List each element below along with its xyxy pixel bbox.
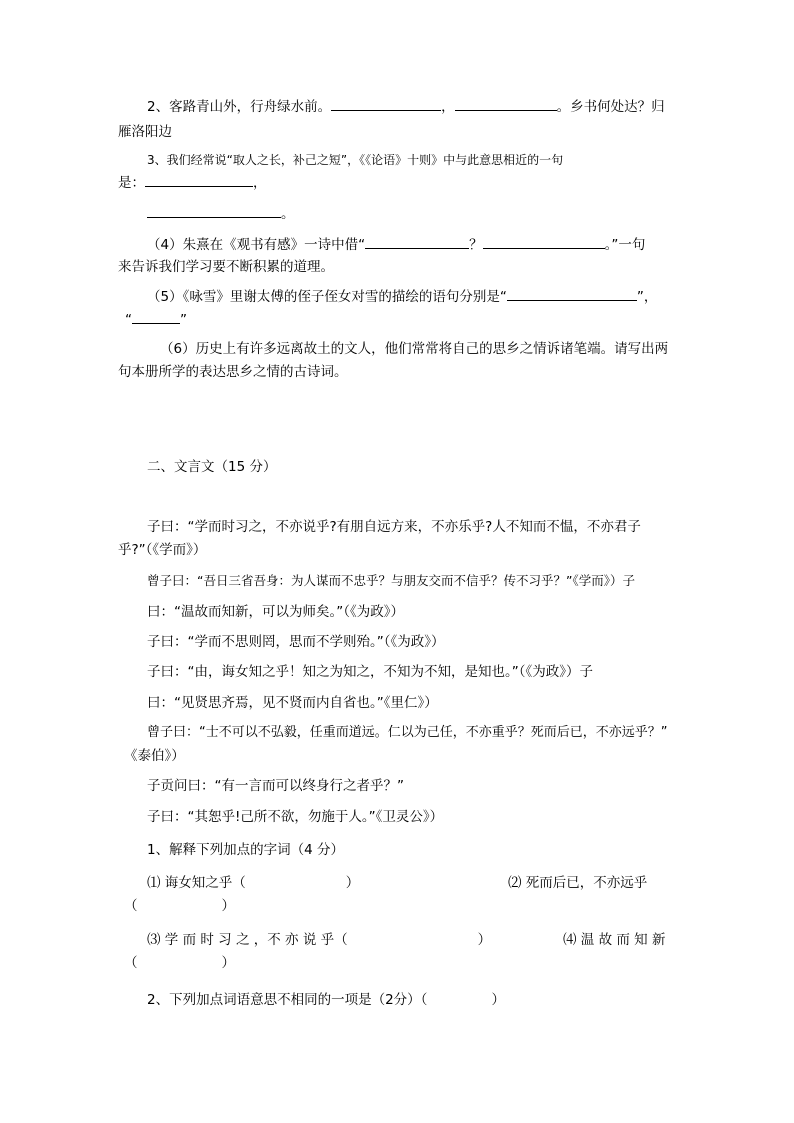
q5-text-d: ” [180, 312, 187, 328]
q5-text-a: （5）《咏雪》里谢太傅的侄子侄女对雪的描绘的语句分别是“ [147, 289, 507, 305]
s2-q1-item-2 [508, 875, 647, 891]
q2-blank-2[interactable] [455, 98, 557, 111]
passage-line [118, 542, 206, 558]
q3-text-a: 3、我们经常说“取人之长，补己之短”，《《论语》十则》中与此意思相近的一句 [147, 153, 564, 167]
q2-line-2 [118, 124, 172, 140]
section-heading-text: 二、文言文（15 分） [147, 459, 277, 475]
q4-line-1 [147, 236, 645, 253]
s2-q1-item-4-paren [124, 955, 235, 971]
s2-q1-item-4-text: ⑷ 温 故 而 知 新 [563, 932, 666, 948]
passage-line [147, 725, 667, 741]
q6-line-1 [160, 341, 668, 357]
s2-q1-item-1-text: ⑴ 诲女知之乎（ [147, 875, 246, 891]
q4-text-d: 来告诉我们学习要不断积累的道理。 [118, 259, 334, 275]
q2-line-1 [147, 98, 665, 115]
passage-text: 曾子曰：“吾日三省吾身：为人谋而不忠乎？与朋友交而不信乎？传不习乎？”《学而》）子 [147, 573, 635, 588]
passage-line [147, 778, 404, 794]
q6-text-b: 句本册所学的表达思乡之情的古诗词。 [118, 364, 348, 380]
s2-q1-item-4 [563, 932, 665, 948]
passage-text: 子贡问曰：“有一言而可以终身行之者乎？” [147, 778, 404, 794]
passage-line [124, 748, 185, 764]
passage-text: 子曰：“学而时习之，不亦说乎?有朋自远方来，不亦乐乎?人不知而不愠，不亦君子 [147, 519, 641, 535]
passage-text: 《泰伯》） [124, 748, 185, 764]
passage-line [147, 809, 443, 825]
q5-blank-2[interactable] [132, 311, 180, 324]
q3-line-2 [118, 174, 267, 191]
passage-text: 子曰：“其恕乎!己所不欲，勿施于人。”《卫灵公》） [147, 809, 444, 825]
paren-close: ） [221, 955, 235, 971]
paren-close: ） [345, 875, 360, 891]
q4-line-2 [118, 259, 334, 275]
passage-line [147, 695, 438, 711]
q4-text-a: （4）朱熹在《观书有感》一诗中借“ [147, 237, 366, 253]
section-heading [147, 459, 276, 475]
q5-blank-1[interactable] [507, 288, 637, 301]
passage-text: 曰：“见贤思齐焉，见不贤而内自省也。”《里仁》） [147, 695, 438, 711]
q2-blank-1[interactable] [331, 98, 441, 111]
s2-q1-item-3-text: ⑶ 学 而 时 习 之 ，不 亦 说 乎（ [147, 932, 348, 948]
q3-text-b: 是： [118, 175, 145, 191]
q3-text-d: 。 [281, 206, 295, 222]
q6-line-2 [118, 364, 348, 380]
q4-blank-2[interactable] [483, 236, 605, 249]
paren-close: ） [221, 898, 235, 914]
passage-line [147, 573, 635, 589]
paren-close: ） [491, 992, 505, 1008]
passage-text: 子曰：“学而不思则罔，思而不学则殆。”（《为政》） [147, 634, 445, 650]
q4-text-b: ？ [469, 237, 483, 253]
q3-blank-1[interactable] [145, 174, 253, 187]
q3-line-1 [147, 152, 563, 168]
q6-text-a: （6）历史上有许多远离故土的文人，他们常常将自己的思乡之情诉诸笔端。请写出两 [160, 341, 669, 357]
q3-text-c: ， [253, 175, 267, 191]
q2-text-b: ， [441, 99, 455, 115]
q2-text-c: 。乡书何处达？归 [556, 99, 665, 115]
q5-text-b: ”， [636, 289, 658, 305]
q4-blank-1[interactable] [365, 236, 469, 249]
passage-line [147, 604, 404, 620]
s2-q1-item-2-paren [124, 898, 235, 914]
s2-q1-title [147, 842, 344, 858]
s2-q1-title-text: 1、解释下列加点的字词（4 分） [147, 842, 344, 858]
paren-open: （ [124, 898, 138, 914]
q2-text-a: 2、客路青山外，行舟绿水前。 [147, 99, 332, 115]
q5-text-c: “ [125, 312, 132, 328]
q4-text-c: 。”一句 [604, 237, 646, 253]
passage-line [147, 664, 593, 680]
passage-line [147, 634, 445, 650]
q2-text-d: 雁洛阳边 [118, 124, 172, 140]
q3-blank-2[interactable] [147, 205, 281, 218]
s2-q1-item-3 [147, 932, 491, 948]
passage-text: 曰：“温故而知新，可以为师矣。”（《为政》） [147, 604, 404, 620]
passage-text: 乎?”（《学而》） [118, 542, 207, 558]
q5-line-1 [147, 288, 657, 305]
s2-q2-text: 2、下列加点词语意思不相同的一项是（2分）（ [147, 992, 428, 1008]
paren-close: ） [477, 932, 492, 948]
paren-open: （ [124, 955, 138, 971]
s2-q1-item-2-text: ⑵ 死而后已，不亦远乎 [508, 875, 648, 891]
s2-q2 [147, 992, 505, 1008]
q5-line-2 [125, 311, 187, 328]
passage-line [147, 519, 641, 535]
passage-text: 子曰：“由，诲女知之乎！知之为知之，不知为不知，是知也。”（《为政》）子 [147, 664, 593, 680]
s2-q1-item-1 [147, 875, 359, 891]
q3-line-3 [147, 205, 295, 222]
passage-text: 曾子曰：“士不可以不弘毅，任重而道远。仁以为己任，不亦重乎？死而后已，不亦远乎？” [147, 725, 668, 740]
